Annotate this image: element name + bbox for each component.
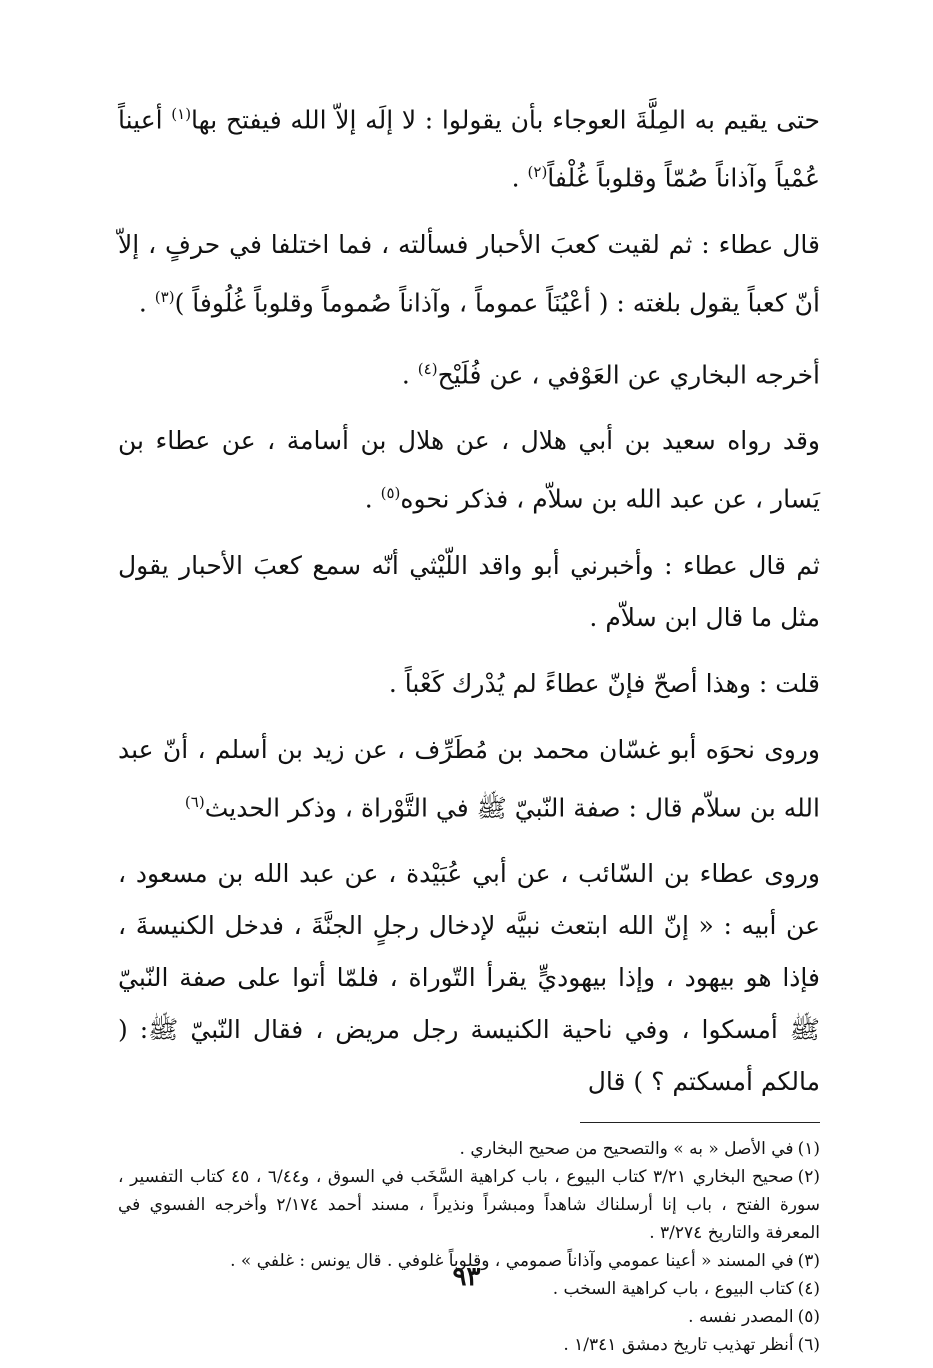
page-body xyxy=(118,88,820,1359)
footnote-ref: (٦) xyxy=(184,792,205,811)
footnote-1 xyxy=(118,1135,820,1163)
footnotes xyxy=(118,1135,820,1359)
paragraph-text: ثم قال عطاء : وأخبرني أبو واقد اللّيْثي أنّه سمع كعبَ الأحبار يقول مثل ما قال ابن سلاّم . xyxy=(118,550,820,632)
footnote-text: المصدر نفسه . xyxy=(688,1306,794,1327)
footnote-ref: (٥) xyxy=(380,484,401,503)
paragraph-tail: أعيناً عُمْياً وآذاناً صُمّاً وقلوباً غُلْفاً xyxy=(118,105,820,193)
footnote-number: (٤) xyxy=(797,1278,820,1299)
footnote-ref: (٤) xyxy=(417,359,438,378)
footnote-ref: (٢) xyxy=(527,163,548,182)
footnote-text: صحيح البخاري ٣/٢١ كتاب البيوع ، باب كراهية السَّخَب في السوق ، و٦/٤٤ ، ٤٥ كتاب التفسير ، سورة الفتح ، باب إنا أرسلناك شاهداً ومبشراً ونذيراً ، مسند أحمد ٢/١٧٤ وأخرجه الفسوي في المعرفة والتاريخ ٣/٢٧٤ . xyxy=(118,1166,820,1243)
footnote-ref: (١) xyxy=(171,105,192,123)
footnote-2 xyxy=(118,1163,820,1247)
paragraph-tail: . xyxy=(364,484,381,514)
footnote-number: (٥) xyxy=(797,1306,820,1327)
paragraph-text: وقد رواه سعيد بن أبي هلال ، عن هلال بن أسامة ، عن عطاء بن يَسار ، عن عبد الله بن سلاّم ، فذكر نحوه xyxy=(118,426,820,514)
paragraph-text: قال عطاء : ثم لقيت كعبَ الأحبار فسألته ، فما اختلفا في حرفٍ ، إلاّ أنّ كعباً يقول بلغته : ( أعْيُنَاً عموماً ، وآذاناً صُموماً وقلوباً غُلُوفاً ) xyxy=(118,229,820,317)
paragraph-5 xyxy=(118,540,820,644)
paragraph-tail: . xyxy=(138,287,155,317)
paragraph-tail: . xyxy=(401,360,418,390)
paragraph-text: حتى يقيم به المِلَّةَ العوجاء بأن يقولوا : لا إلَه إلاّ الله فيفتح بها xyxy=(191,105,820,135)
main-text xyxy=(118,88,820,1108)
footnote-6 xyxy=(118,1331,820,1359)
footnote-number: (٦) xyxy=(797,1334,820,1355)
paragraph-end: . xyxy=(511,163,528,193)
footnote-ref: (٣) xyxy=(154,287,175,306)
paragraph-3 xyxy=(118,343,820,401)
paragraph-text: وروى عطاء بن السّائب ، عن أبي عُبَيْدة ، عن عبد الله بن مسعود ، عن أبيه : « إنّ الله ابتعث نبيَّه لإدخال رجلٍ الجنَّةَ ، فدخل الكنيسةَ ، فإذا هو بيهود ، وإذا بيهوديٍّ يقرأ التّوراة ، فلمّا أتوا على صفة النّبيّ ﷺ أمسكوا ، وفي ناحية الكنيسة رجل مريض ، فقال النّبيّ ﷺ: ( مالكم أمسكتم ؟ ) قال xyxy=(118,858,820,1096)
paragraph-text: قلت : وهذا أصحّ فإنّ عطاءً لم يُدْرك كَعْباً . xyxy=(388,668,820,698)
footnote-number: (٢) xyxy=(797,1166,820,1187)
paragraph-1 xyxy=(118,88,820,205)
paragraph-2 xyxy=(118,219,820,329)
paragraph-8 xyxy=(118,848,820,1108)
paragraph-4 xyxy=(118,415,820,525)
footnote-number: (٣) xyxy=(797,1250,820,1271)
footnote-5 xyxy=(118,1303,820,1331)
footnote-text: كتاب البيوع ، باب كراهية السخب . xyxy=(552,1278,794,1299)
paragraph-text: أخرجه البخاري عن العَوْفي ، عن فُلَيْح xyxy=(437,360,820,390)
footnote-divider xyxy=(580,1122,820,1123)
footnote-text: أنظر تهذيب تاريخ دمشق ١/٣٤١ . xyxy=(563,1334,794,1355)
paragraph-text: وروى نحوَه أبو غسّان محمد بن مُطَرِّف ، عن زيد بن أسلم ، أنّ عبد الله بن سلاّم قال : صفة النّبيّ ﷺ في التَّوْراة ، وذكر الحديث xyxy=(118,734,820,822)
footnote-text: في المسند « أعينا عمومي وآذاناً صمومي ، وقلوباً غلوفي . قال يونس : غلفي » . xyxy=(230,1250,794,1271)
paragraph-7 xyxy=(118,724,820,834)
page-number: ٩٣ xyxy=(452,1262,481,1292)
footnote-number: (١) xyxy=(797,1138,820,1159)
footnote-text: في الأصل « به » والتصحيح من صحيح البخاري . xyxy=(459,1138,794,1159)
paragraph-6 xyxy=(118,658,820,710)
